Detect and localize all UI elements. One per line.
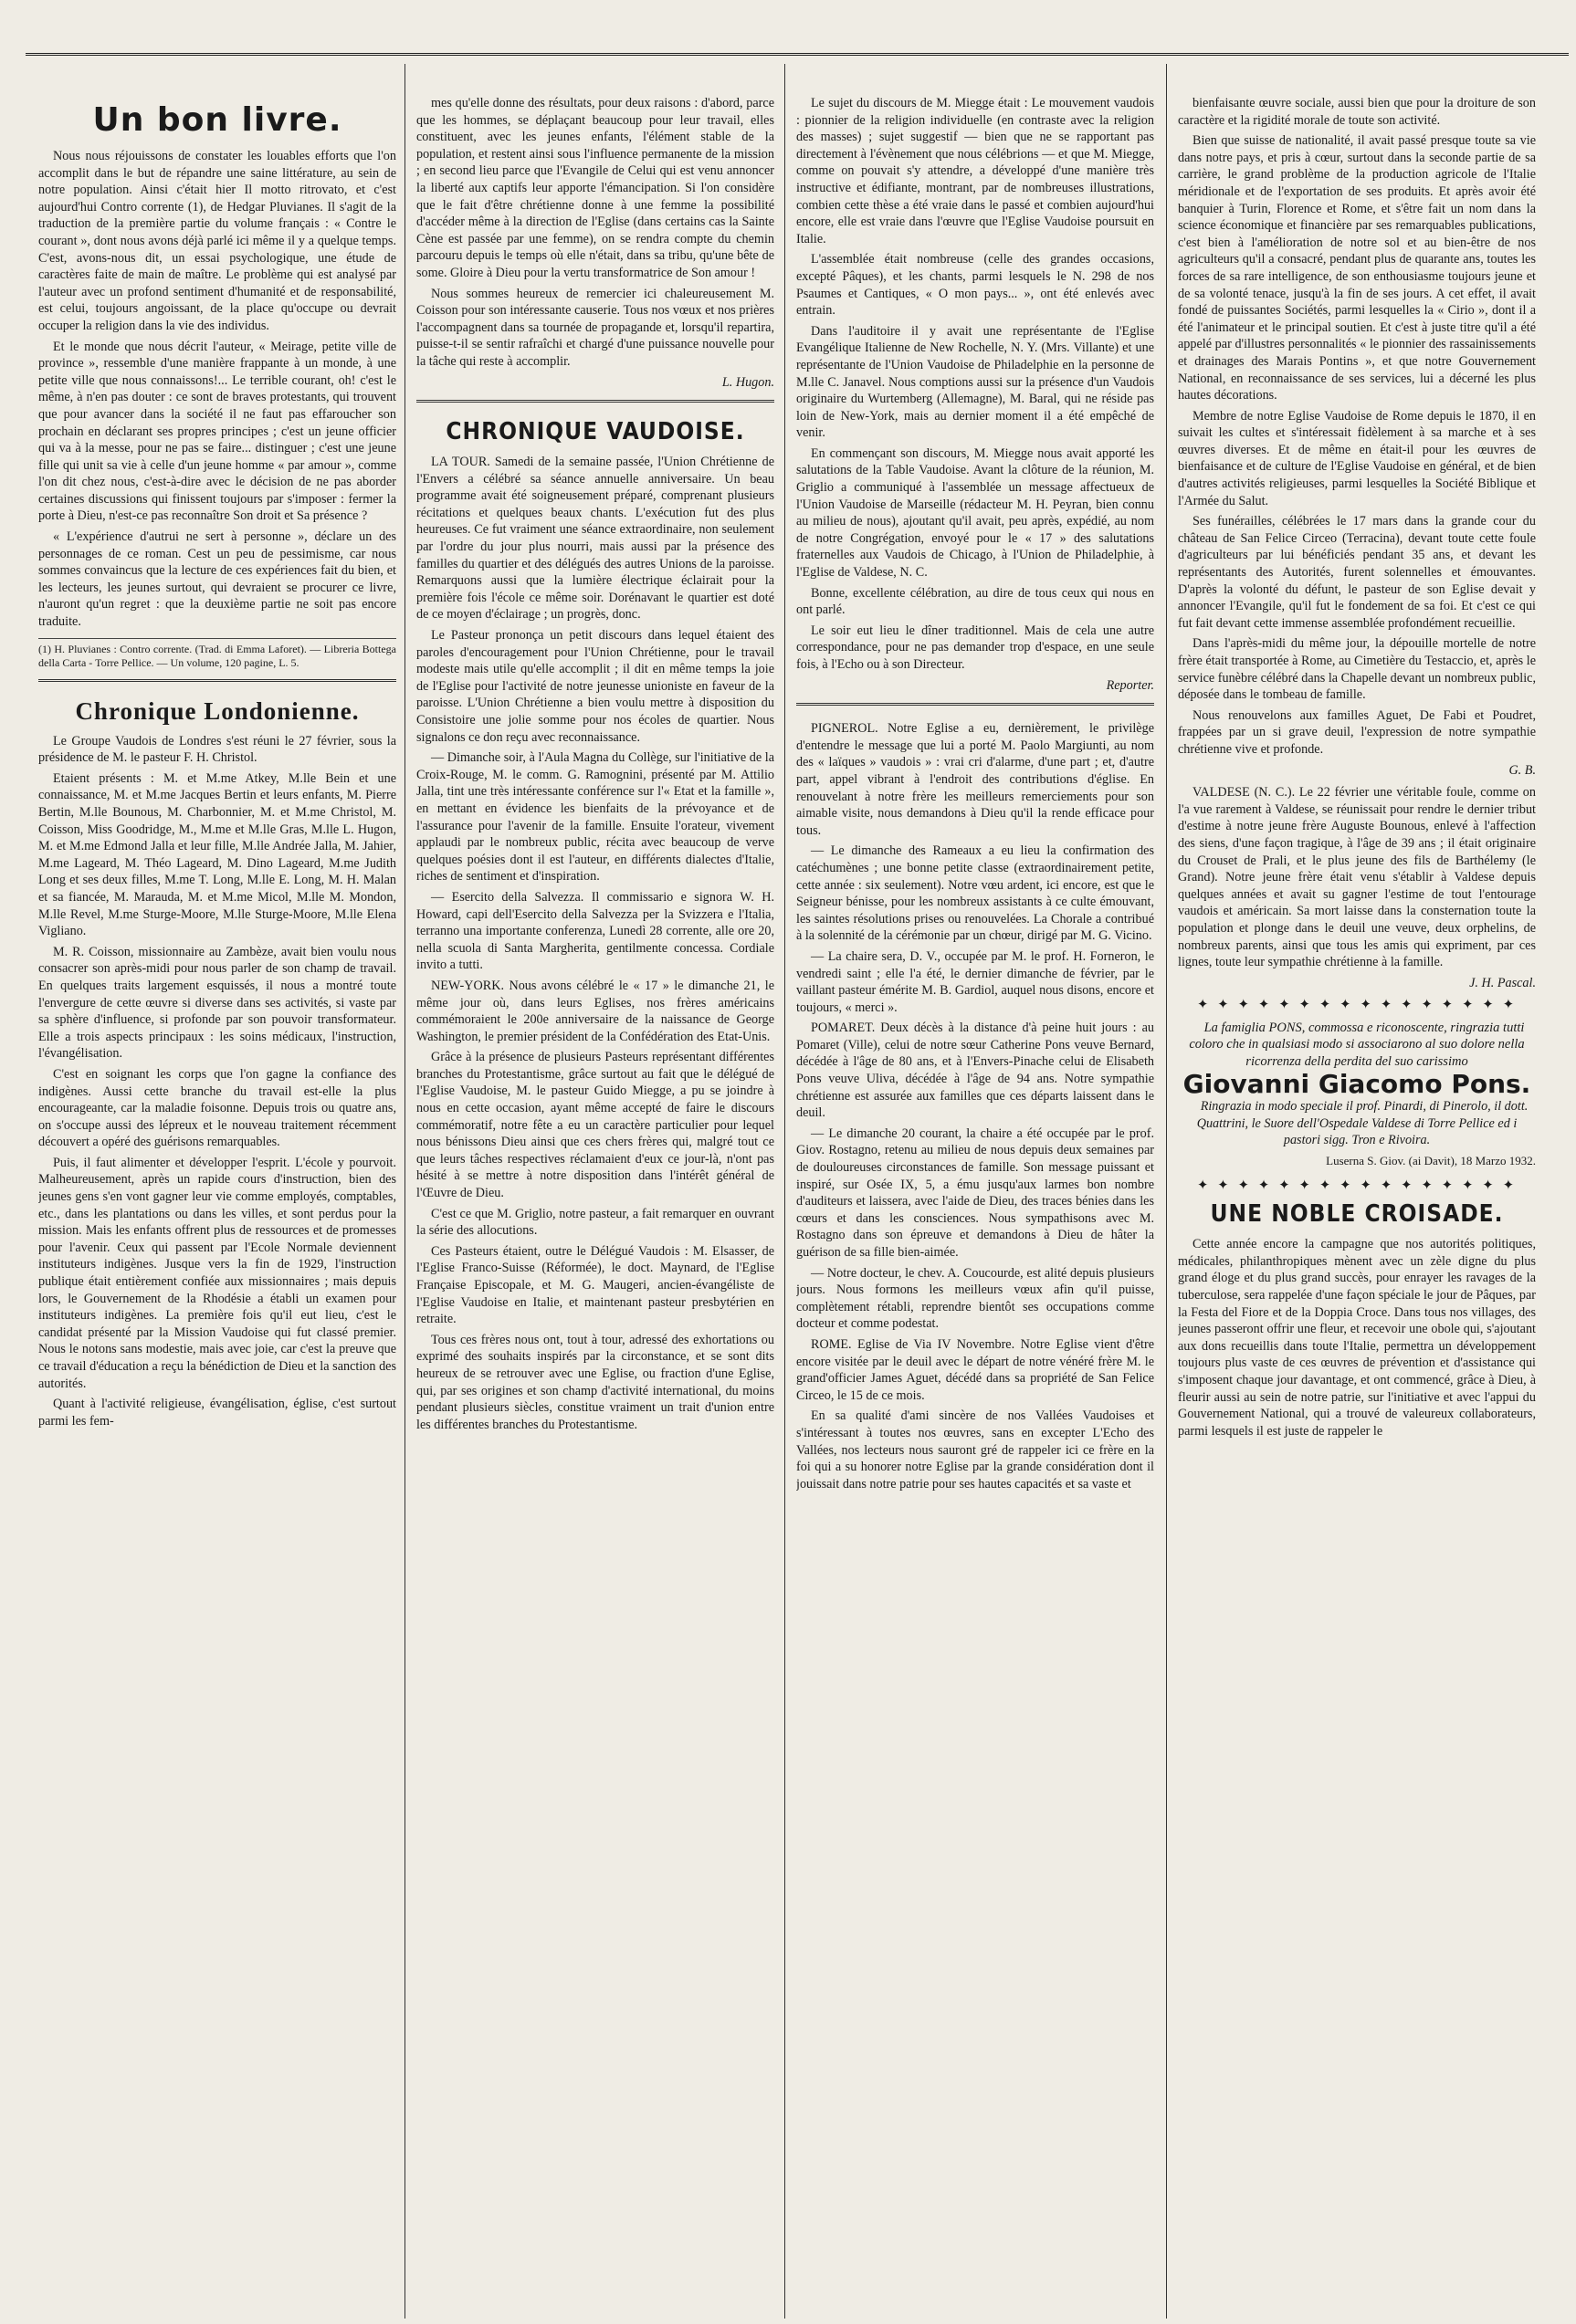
column-3 bbox=[796, 95, 1154, 2319]
section-title: CHRONIQUE VAUDOISE. bbox=[446, 418, 745, 446]
paragraph: Etaient présents : M. et M.me Atkey, M.lle Bein et une connaissance, M. et M.me Jacques Bertin et leurs enfants, M. Pierre Bertin, M.lle Bounous, M. Charbonnier, M. et M.me Christol, M. Coisson, Miss Goodridge, M., M.me et M.lle Gras, M.lle L. Hugon, M. et M.me Edmond Jalla et leur fille, M.lle Andrée Jalla, M. Jahier, M.me Lageard, M. Théo Lageard, M. Dino Lageard, M.me Judith Long et ses deux filles, M.me T. Long, M.lle E. Long, M. H. Malan et sa fiancée, M. Marauda, M. et M.me Micol, M.lle M. Mondon, M.lle Revel, M.me Sturge-Moore, M.lle Sturge-Moore, M.lle Elena Vigliano. bbox=[38, 770, 396, 939]
paragraph: — Le dimanche des Rameaux a eu lieu la confirmation des catéchumènes ; une bonne petite classe (extraordinairement petite, cette année : six seulement). Notre vœu ardent, ici encore, est que le Seigneur bénisse, pour les nombreux assistants à ce culte émouvant, les saintes résolutions prises ou renouvelées. La Chorale a contribué à la solennité de la cérémonie par un chœur, dirigé par M. G. Vicino. bbox=[796, 843, 1154, 944]
paragraph: Le soir eut lieu le dîner traditionnel. Mais de cela une autre correspondance, pour ne pas demander trop d'espace, en une seule fois, à l'Echo ou à son Directeur. bbox=[796, 623, 1154, 672]
column-rule bbox=[1166, 64, 1167, 2319]
paragraph: — Esercito della Salvezza. Il commissario e signora W. H. Howard, capi dell'Esercito della Salvezza per la Svizzera e l'Italia, terranno una importante conferenza, Lunedì 28 corrente, alle ore 20, nella scuola di Santa Margherita, gentilmente concessa. Cordiale invito a tutti. bbox=[416, 889, 774, 973]
paragraph: — Dimanche soir, à l'Aula Magna du Collège, sur l'initiative de la Croix-Rouge, M. le comm. G. Ramognini, présenté par M. Attilio Jalla, tint une très intéressante conférence sur l'« Etat et la famille », en mettant en évidence les bienfaits de la prévoyance et de l'assurance pour l'avenir de la famille. Ensuite l'orateur, vivement applaudi par le nombreux public, récita avec beaucoup de verve quelques poésies dont il est l'auteur, en différents dialectes d'Italie, riches de sentiment et d'inspiration. bbox=[416, 750, 774, 885]
ornament-border: ✦ ✦ ✦ ✦ ✦ ✦ ✦ ✦ ✦ ✦ ✦ ✦ ✦ ✦ ✦ ✦ bbox=[1196, 998, 1518, 1013]
paragraph: En commençant son discours, M. Miegge nous avait apporté les salutations de la Table Vaudoise. Avant la clôture de la réunion, M. Griglio a communiqué à l'assemblée un message affectueux de l'Union Vaudoise de Marseille (rédacteur M. H. Peyran, bien connu au milieu de nous), ajoutant qu'il avait, peu après, expédié, au nom de notre Congrégation, envoyé pour le « 17 » des salutations fraternelles aux Vaudois de Chicago, à l'Union de Philadelphie, à l'Eglise de Valdese, N. C. bbox=[796, 445, 1154, 581]
paragraph: Et le monde que nous décrit l'auteur, « Meirage, petite ville de province », ressemble d'une manière frappante à un monde, à une petite ville que nous connaissons!... Le terrible courant, oh! c'est le même, à n'en pas douter : ce sont de braves protestants, qui trouvent que pour avancer dans la société il ne faut pas effaroucher son prochain en déclarant ses propres principes ; c'est un jeune officier qui va à la messe, pour ne pas se faire... distinguer ; c'est une jeune fille qui unit sa vie à celle d'un jeune homme « par amour », comme l'on dit chez nous, c'est-à-dire avec le décision de ne pas aborder certaines discussions qui finissent toujours par s'imposer : fermer la porte à Dieu, n'est-ce pas reconnaître Son droit et Sa présence ? bbox=[38, 339, 396, 524]
paragraph: LA TOUR. Samedi de la semaine passée, l'Union Chrétienne de l'Envers a célébré sa séance annuelle anniversaire. Un beau programme avait été soigneusement préparé, comprenant plusieurs récitations et quelques beaux chants. L'exécution fut des plus heureuses. Ce fut vraiment une séance extraordinaire, non seulement par l'ordre du jour plus nourri, mais aussi par la présence des familles du quartier et des délégués des autres Unions de la paroisse. Remarquons aussi que la lumière électrique éclairait pour la première fois l'école ce même soir. Dorénavant le quartier est doté de ce moyen d'éclairage ; un progrès, donc. bbox=[416, 455, 774, 623]
paragraph: C'est ce que M. Griglio, notre pasteur, a fait remarquer en ouvrant la série des allocutions. bbox=[416, 1206, 774, 1239]
signature: L. Hugon. bbox=[721, 374, 774, 390]
section-title: Chronique Londonienne. bbox=[75, 696, 360, 725]
signature: J. H. Pascal. bbox=[1469, 975, 1536, 990]
paragraph: PIGNEROL. Notre Eglise a eu, dernièrement, le privilège d'entendre le message que lui a porté M. Paolo Margiunti, au nom des « laïques » vaudois » : vrai cri d'alarme, d'une part ; et, d'autre part, appel vibrant à l'endroit des contributions d'église. En renouvelant à notre frère les meilleurs remerciements pour son aimable visite, nous demandons à Dieu qu'il la rende efficace pour tous. bbox=[796, 721, 1154, 838]
paragraph: POMARET. Deux décès à la distance d'à peine huit jours : au Pomaret (Ville), celui de notre sœur Catherine Pons veuve Bernard, décédée à l'âge de 80 ans, et à l'Envers-Pinache celui de Elisabeth Pons veuve Uliva, décédée à l'âge de 94 ans. Notre sympathie chrétienne est assurée aux familles que ces départs laissent dans le deuil. bbox=[796, 1021, 1154, 1121]
paragraph: Dans l'auditoire il y avait une représentante de l'Eglise Evangélique Italienne de New Rochelle, N. Y. (Mrs. Villante) et une représentante de l'Union Vaudoise de Philadelphie en la personne de M.lle C. Janavel. Nous comptions aussi sur la présence d'un Vaudois originaire du Wurtemberg (Allemagne), M. Baral, qui ne réside pas loin de New-York, mais au dernier moment il a été empêché de venir. bbox=[796, 323, 1154, 441]
death-notice-thanks: Ringrazia in modo speciale il prof. Pinardi, di Pinerolo, il dott. Quattrini, le Suore dell'Ospedale Valdese di Torre Pellice ed i pastori sigg. Tron e Rivoira. bbox=[1196, 1099, 1529, 1148]
paragraph: NEW-YORK. Nous avons célébré le « 17 » le dimanche 21, le même jour où, dans leurs Eglises, nos frères américains commémoraient le 200e anniversaire de la naissance de George Washington, le premier président de la Confédération des Etat-Unis. bbox=[416, 978, 774, 1044]
paragraph: Dans l'après-midi du même jour, la dépouille mortelle de notre frère était transportée à Rome, au Cimetière du Testaccio, et, après le service funèbre célébré dans la Chapelle devant un nombreux public, déposée dans le tombeau de famille. bbox=[1178, 636, 1536, 703]
paragraph: Le Pasteur prononça un petit discours dans lequel étaient des paroles d'encouragement pour l'Union Chrétienne, pour le travail modeste mais utile qu'elle accomplit ; il dit en même temps la joie de l'Eglise pour l'activité de notre jeunesse unioniste en faveur de la paroisse. L'Union Chrétienne a bien voulu mettre à disposition du Consistoire une jolie somme pour nos écoles de quartier. Nous signalons ce don reçu avec reconnaissance. bbox=[416, 628, 774, 745]
paragraph: « L'expérience d'autrui ne sert à personne », déclare un des personnages de ce roman. Cest un peu de pessimisme, car nous sommes convaincus que la lecture de ces expériences fait du bien, et les lecteurs, les jeunes surtout, qui devraient se procurer ce livre, n'auront qu'un regret : que la deuxième partie ne soit pas encore traduite. bbox=[38, 529, 396, 630]
footnote-text: (1) H. Pluvianes : Contro corrente. (Trad. di Emma Laforet). — Libreria Bottega della Carta - Torre Pellice. — Un volume, 120 pagine, L. 5. bbox=[38, 642, 396, 669]
divider bbox=[796, 703, 1154, 713]
paragraph: Bien que suisse de nationalité, il avait passé presque toute sa vie dans notre pays, et pris à cœur, surtout dans la seconde partie de sa carrière, le grand problème de la production agricole de l'Italie méridionale et de l'exportation de ses produits. Et après avoir été banquier à Turin, Florence et Rome, et s'être fait un nom dans la science économique et financière par ses remarquables publications, c'est bien à l'amélioration de notre sol et au bien-être de nos agriculteurs qu'il a consacré, pendant plus de quarante ans, toutes les forces de sa rare intelligence, de son enthousiasme toujours jeune et de sa volonté tenace, jusqu'à la fin de ses jours. A cet effet, il avait fondé de puissantes Sociétés, parmi lesquelles la « Cirio », dont il a été l'animateur et le principal soutien. Et c'est à juste titre qu'il a été appelé par d'illustres personnalités « le pionnier des rassainissements et drainages des Marais Pontins », et que notre Gouvernement National, en reconnaissance de ses services, lui a décerné les plus hautes décorations. bbox=[1178, 133, 1536, 403]
divider bbox=[416, 400, 774, 410]
paragraph: Quant à l'activité religieuse, évangélisation, église, c'est surtout parmi les fem- bbox=[38, 1397, 396, 1429]
column-1 bbox=[38, 95, 396, 2319]
paragraph: Membre de notre Eglise Vaudoise de Rome depuis le 1870, il en suivait les cultes et s'intéressait fidèlement à sa marche et à ses œuvres diverses. Et de même en était-il pour les œuvres de bienfaisance et de culture de l'Eglise Vaudoise en général, et de bien d'autres activités religieuses, parmi lesquelles la Société Biblique et l'Armée du Salut. bbox=[1178, 408, 1536, 508]
paragraph: Ses funérailles, célébrées le 17 mars dans la grande cour du château de San Felice Circeo (Terracina), devant toute cette foule d'agriculteurs par lui bénéficiés pendant 35 ans, et devant les représentants des Autorités, furent solennelles et émouvantes. D'après la volonté du défunt, le pasteur de son Eglise devait y annoncer l'Evangile, qu'il fut le fondement de sa foi. Et c'est ce qui fut fait devant cette immense assemblée profondément recueillie. bbox=[1178, 514, 1536, 631]
paragraph: Ces Pasteurs étaient, outre le Délégué Vaudois : M. Elsasser, de l'Eglise Franco-Suisse (Réformée), le doct. Maynard, de l'Eglise Française Episcopale, et M. G. Maugeri, ancien-évangéliste de l'Eglise Vaudoise en Italie, et maintenant pasteur presbytérien en retraite. bbox=[416, 1243, 774, 1327]
article-title: Un bon livre. bbox=[92, 101, 342, 139]
signature: G. B. bbox=[1508, 762, 1536, 778]
paragraph: — Notre docteur, le chev. A. Coucourde, est alité depuis plusieurs jours. Nous formons les meilleurs vœux afin qu'il puisse, complètement rétabli, reprendre bientôt ses occupations comme docteur et comme podestat. bbox=[796, 1265, 1154, 1332]
divider bbox=[38, 679, 396, 689]
paragraph: Nous nous réjouissons de constater les louables efforts que l'on accomplit dans le but de répandre une saine littérature, au sein de notre population. Ainsi c'était hier Il motto ritrovato, et c'est aujourd'hui Contro corrente (1), de Hedgar Pluvianes. Il s'agit de la traduction de la première partie du volume français : « Contre le courant », dont nous avons déjà parlé ici même il y a quelque temps. C'est, avons-nous dit, un essai psychologique, une étude de caractères faite de main de maître. Le problème qui est analysé par l'auteur avec un profond sentiment d'humanité et de responsabilité, est celui, toujours angoissant, de la place qu'occupe ou devrait occuper la religion dans la vie des individus. bbox=[38, 149, 396, 333]
paragraph: Nous sommes heureux de remercier ici chaleureusement M. Coisson pour son intéressante causerie. Tous nos vœux et nos prières l'accompagnent dans sa tournée de propagande et, lorsqu'il repartira, puisse-t-il se sentir rafraîchi et chargé d'une puissance nouvelle pour la tâche qui reste à accomplir. bbox=[416, 286, 774, 369]
death-notice-text: La famiglia PONS, commossa e riconoscente, ringrazia tutti coloro che in qualsiasi modo si associarono al suo dolore nella ricorrenza della perdita del suo carissimo bbox=[1189, 1020, 1525, 1070]
paragraph: ROME. Eglise de Via IV Novembre. Notre Eglise vient d'être encore visitée par le deuil avec le départ de notre vénéré frère M. le grand'officier James Aguet, décédé dans sa propriété de San Felice Circeo, le 15 de ce mois. bbox=[796, 1336, 1154, 1403]
paragraph: Tous ces frères nous ont, tout à tour, adressé des exhortations ou exprimé des souhaits inspirés par la circonstance, et se sont dits heureux de se retrouver avec une Eglise, ou fraction d'une Eglise, qui, par ses origines et son champ d'activité international, du moins pendant plusieurs siècles, constitue vraiment un trait d'union entre les différentes branches du Protestantisme. bbox=[416, 1332, 774, 1432]
section-title: UNE NOBLE CROISADE. bbox=[1210, 1200, 1504, 1229]
paragraph: mes qu'elle donne des résultats, pour deux raisons : d'abord, parce que les hommes, se déplaçant beaucoup pour leur travail, elles constituent, avec les jeunes enfants, l'élément stable de la population, et restent ainsi sous l'influence permanente de la mission ; en second lieu parce que l'Evangile de Celui qui est venu annoncer la liberté aux captifs leur apporte l'émancipation. Si l'on considère que le fait d'être chrétienne donne à une femme la possibilité d'accéder même à la direction de l'Eglise (dans certains cas la Sainte Cène est passée par une femme), on se rendra compte du chemin parcouru depuis le temps où elle n'était, dans sa tribu, qu'une bête de some. Gloire à Dieu pour la vertu transformatrice de Son amour ! bbox=[416, 96, 774, 280]
column-2 bbox=[416, 95, 774, 2319]
signature: Reporter. bbox=[1106, 677, 1154, 693]
paragraph: Le sujet du discours de M. Miegge était : Le mouvement vaudois : pionnier de la religion individuelle (en contraste avec la religion des masses) ; sujet suggestif — bien que ne se rapportant pas directement à l'évènement que nous célébrions — et que M. Miegge, comme on pouvait s'y attendre, a développé d'une manière très instructive et édifiante, montrant, par de nombreuses illustrations, combien cette thèse a été vraie dans le passé et combien aujourd'hui encore, elle est vraie dans l'œuvre que l'Eglise Vaudoise poursuit en Italie. bbox=[796, 96, 1154, 246]
paragraph: bienfaisante œuvre sociale, aussi bien que pour la droiture de son caractère et la rigidité morale de toute son activité. bbox=[1178, 96, 1536, 128]
paragraph: VALDESE (N. C.). Le 22 février une véritable foule, comme on l'a vue rarement à Valdese, se réunissait pour rendre le dernier tribut d'estime à notre jeune frère Auguste Bounous, enlevé à l'affection des siens, d'une façon tragique, à l'âge de 39 ans ; il était originaire du Crouset de Prali, et le plus jeune des fils de Barthélemy (le Grand). Notre jeune frère était venu s'établir à Valdese depuis quelques années et avait su gagner l'estime de tout l'entourage vaudois et américain. Sa mort laisse dans la consternation toute la population et plonge dans le deuil une veuve, deux orphelins, de nombreux parents, ainsi que tous les amis qui expriment, par ces lignes, toute leur sympathie chrétienne à la famille. bbox=[1178, 785, 1536, 970]
paragraph: — Le dimanche 20 courant, la chaire a été occupée par le prof. Giov. Rostagno, retenu au milieu de nous depuis deux semaines par de douloureuses circonstances de famille. Son message puissant et inspiré, sur Osée IX, 5, a ému jusqu'aux larmes bon nombre d'auditeurs et laissera, avec l'aide de Dieu, des traces bénies dans les cœurs et dans les consciences. Nous sympathisons avec M. Rostagno dans son épreuve et demandons à Dieu de hâter la guérison de sa fille bien-aimée. bbox=[796, 1125, 1154, 1260]
top-rule bbox=[26, 53, 1569, 59]
newspaper-page bbox=[26, 64, 1569, 2319]
paragraph: Grâce à la présence de plusieurs Pasteurs représentant différentes branches du Protestantisme, grâce surtout au fait que le délégué de l'Eglise Vaudoise, M. le pasteur Guido Miegge, a pu se joindre à nous en cette occasion, ayant même accepté de faire le discours commémoratif, notre fête a eu un caractère particulier pour lequel nous bénissons Dieu ainsi que ces chers frères qui, malgré tout ce que leurs tâches respectives réclamaient d'eux ce jour-là, n'ont pas hésité à se mettre à notre disposition dans l'intérêt général de l'Œuvre de Dieu. bbox=[416, 1050, 774, 1201]
paragraph: — La chaire sera, D. V., occupée par M. le prof. H. Forneron, le vendredi saint ; elle l'a été, le dernier dimanche de février, par le vaillant pasteur émérite M. B. Gardiol, auquel nous disons, encore et toujours, « merci ». bbox=[796, 948, 1154, 1015]
column-rule bbox=[784, 64, 785, 2319]
paragraph: Puis, il faut alimenter et développer l'esprit. L'école y pourvoit. Malheureusement, après un rapide cours d'instruction, bien des jeunes gens s'en vont gagner leur vie comme employés, comptables, etc., dans les plantations ou dans les villes, et sont perdus pour la mission. Mais les enfants offrent plus de ressources et de promesses pour l'avenir. Ceux qui passent par l'Ecole Normale deviennent instituteurs indigènes. Jusque vers la fin de 1929, l'instruction publique était entièrement confiée aux missionnaires ; mais depuis lors, le Gouvernement de la Rhodésie a établi un examen pour instituteurs indigènes. La première fois qu'il eut lieu, c'est le candidat présenté par la Mission Vaudoise qui fut classé premier. Nous le notons sans modestie, mais avec joie, car c'est la preuve que ce travail d'éducation a reçu la bénédiction de Dieu et la sanction des autorités. bbox=[38, 1155, 396, 1391]
death-notice-name: Giovanni Giacomo Pons. bbox=[1182, 1068, 1531, 1099]
paragraph: Le Groupe Vaudois de Londres s'est réuni le 27 février, sous la présidence de M. le pasteur F. H. Christol. bbox=[38, 733, 396, 766]
death-notice-date: Luserna S. Giov. (ai Davit), 18 Marzo 1932. bbox=[1326, 1154, 1536, 1168]
paragraph: Bonne, excellente célébration, au dire de tous ceux qui nous en ont parlé. bbox=[796, 585, 1154, 618]
paragraph: M. R. Coisson, missionnaire au Zambèze, avait bien voulu nous consacrer son après-midi pour nous parler de son champ de travail. En quelques traits largement esquissés, il nous a montré toute l'envergure de cette œuvre si diverse dans ses activités, si vaste par sa sphère d'influence, si profonde par son pouvoir transformateur. Elle a trois aspects principaux : les soins médicaux, l'instruction, l'évangélisation. bbox=[38, 944, 396, 1062]
paragraph: L'assemblée était nombreuse (celle des grandes occasions, excepté Pâques), et les chants, parmi lesquels le N. 298 de nos Psaumes et Cantiques, « O mon pays... », ont été enlevés avec entrain. bbox=[796, 252, 1154, 319]
paragraph: Cette année encore la campagne que nos autorités politiques, médicales, philanthropiques mènent avec un zèle digne du plus grand éloge et du plus grand succès, pour enrayer les ravages de la tuberculose, sera rappelée d'une façon spéciale le jour de Pâques, par la Festa del Fiore et de la Doppia Croce. Dans tous nos villages, des jeunes passeront offrir une fleur, et recevoir une obole qui, s'ajoutant aux dons recueillis dans toute l'Italie, permettra un développement toujours plus vaste de ces œuvres de prévention et d'assistance qui s'imposent chaque jour davantage, et ont commencé, grâce à Dieu, à fleurir aussi au sein de notre patrie, sur l'initiative et avec l'appui du Gouvernement National, qui a trouvé de valeureux collaborateurs, parmi lesquels il est juste de rappeler le bbox=[1178, 1237, 1536, 1439]
paragraph: C'est en soignant les corps que l'on gagne la confiance des indigènes. Aussi cette branche du travail est-elle la plus encourageante, car la maladie foisonne. Depuis trois ou quatre ans, on s'occupe aussi des lépreux et le nouveau traitement récemment découvert a opéré des guérisons remarquables. bbox=[38, 1066, 396, 1150]
paragraph: En sa qualité d'ami sincère de nos Vallées Vaudoises et s'intéressant à toutes nos œuvres, sans en excepter L'Echo des Vallées, nos lecteurs nous sauront gré de rappeler ici ce frère en la foi qui a su honorer notre Eglise par la grande considération dont il jouissait dans notre patrie pour ses hautes capacités et sa vaste et bbox=[796, 1408, 1154, 1492]
column-4 bbox=[1178, 95, 1536, 2319]
paragraph: Nous renouvelons aux familles Aguet, De Fabi et Poudret, frappées par un si grave deuil, l'expression de notre sympathie chrétienne vive et profonde. bbox=[1178, 707, 1536, 757]
footnote bbox=[38, 638, 396, 670]
ornament-border: ✦ ✦ ✦ ✦ ✦ ✦ ✦ ✦ ✦ ✦ ✦ ✦ ✦ ✦ ✦ ✦ bbox=[1196, 1178, 1518, 1193]
